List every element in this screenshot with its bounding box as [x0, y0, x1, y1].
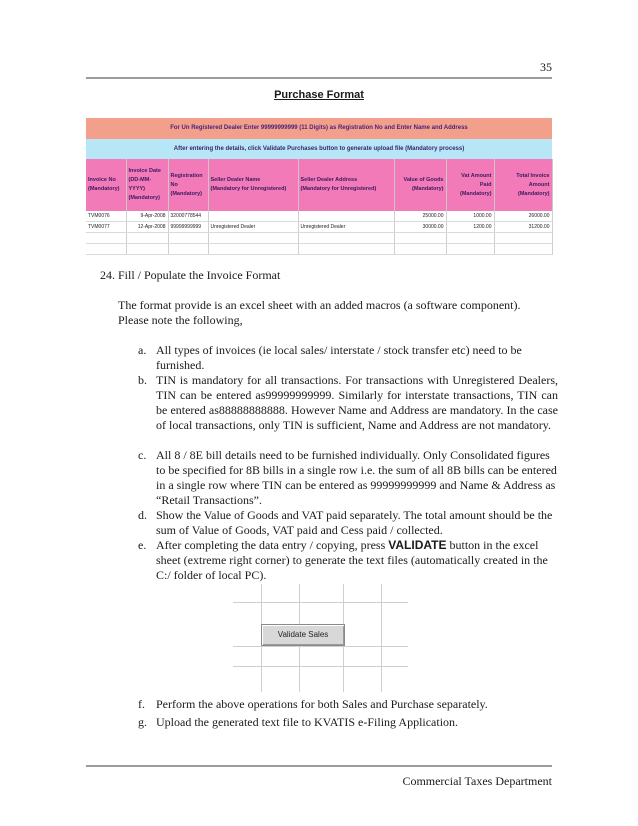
list-item-text: After completing the data entry / copying, press VALIDATE button in the excel sheet (extreme right corner) to generate the text files (automatically created in the C:/ folder of local PC).	[156, 538, 548, 582]
list-item	[138, 697, 558, 712]
table-cell: Unregistered Dealer	[298, 222, 394, 233]
col-header: Seller Dealer Name (Mandatory for Unregistered)	[208, 159, 298, 211]
table-cell: 30000.00	[394, 222, 446, 233]
page-title	[0, 89, 638, 101]
table-cell: 32000778544	[168, 211, 208, 222]
table-row	[86, 211, 552, 222]
table-row	[86, 244, 552, 255]
list-item-text: TIN is mandatory for all transactions. For transactions with Unregistered Dealers, TIN can be entered as99999999999. Similarly for interstate transactions, TIN can be entered as88888888888. However Name and Address are mandatory. In the case of local transactions, only TIN is sufficient, Name and Address are not mandatory.	[156, 373, 558, 432]
col-header: Total Invoice Amount (Mandatory)	[494, 159, 552, 211]
table-row	[86, 233, 552, 244]
validate-button-screenshot	[233, 584, 408, 692]
col-header: Seller Dealer Address (Mandatory for Unregistered)	[298, 159, 394, 211]
table-cell: 31200.00	[494, 222, 552, 233]
list-item-label: d.	[138, 508, 147, 522]
list-item-text: Upload the generated text file to KVATIS e-Filing Application.	[156, 715, 459, 729]
invoice-table	[86, 159, 553, 255]
intro-line: Please note the following,	[118, 313, 243, 327]
validate-sales-button[interactable]: Validate Sales	[261, 624, 345, 646]
table-cell: TVM0077	[86, 222, 126, 233]
list-item	[138, 373, 558, 448]
list-item-label: f.	[138, 697, 145, 711]
table-cell: 99999999999	[168, 222, 208, 233]
footer-text: Commercial Taxes Department	[402, 774, 552, 788]
table-header-row	[86, 159, 552, 211]
list-item-label: c.	[138, 448, 147, 462]
col-header: Invoice No (Mandatory)	[86, 159, 126, 211]
list-item-label: b.	[138, 373, 147, 387]
intro-line: The format provide is an excel sheet with an added macros (a software component).	[118, 298, 521, 312]
list-item-label: a.	[138, 343, 147, 357]
table-cell: 26000.00	[494, 211, 552, 222]
table-cell: 12-Apr-2008	[126, 222, 168, 233]
sheet-banner-validate: After entering the details, click Validate Purchases button to generate upload file (Mandatory process)	[86, 139, 552, 159]
table-cell: 25000.00	[394, 211, 446, 222]
table-cell: TVM0076	[86, 211, 126, 222]
table-cell	[298, 211, 394, 222]
validate-keyword: VALIDATE	[388, 538, 447, 552]
table-cell	[208, 211, 298, 222]
table-cell: 1200.00	[446, 222, 494, 233]
section-heading: 24. Fill / Populate the Invoice Format	[100, 268, 281, 282]
purchase-format-spreadsheet	[86, 118, 552, 255]
list-item-text: All 8 / 8E bill details need to be furnished individually. Only Consolidated figures to be specified for 8B bills in a single row i.e. the sum of all 8B bills can be entered in a single row where TIN can be entered as 99999999999 and Name & Address as “Retail Transactions”.	[156, 448, 557, 507]
header-rule	[86, 77, 552, 79]
table-row	[86, 222, 552, 233]
list-item	[138, 715, 558, 730]
page-title-text: Purchase Format	[274, 89, 364, 101]
list-item-text: All types of invoices (ie local sales/ interstate / stock transfer etc) need to be furnished.	[156, 343, 522, 372]
col-header: Value of Goods (Mandatory)	[394, 159, 446, 211]
list-item-text: Show the Value of Goods and VAT paid separately. The total amount should be the sum of Value of Goods, VAT paid and Cess paid / collected.	[156, 508, 553, 537]
footer-rule	[86, 765, 552, 767]
table-cell: 1000.00	[446, 211, 494, 222]
list-item-label: g.	[138, 715, 147, 729]
col-header: Vat Amount Paid (Mandatory)	[446, 159, 494, 211]
sheet-banner-unregistered: For Un Registered Dealer Enter 99999999999 (11 Digits) as Registration No and Enter Name and Address	[86, 118, 552, 139]
page-number: 35	[540, 60, 552, 74]
col-header: Registration No (Mandatory)	[168, 159, 208, 211]
table-cell: Unregistered Dealer	[208, 222, 298, 233]
list-item-text: Perform the above operations for both Sales and Purchase separately.	[156, 697, 488, 711]
col-header: Invoice Date (DD-MM-YYYY) (Mandatory)	[126, 159, 168, 211]
list-item-label: e.	[138, 538, 147, 552]
table-cell: 9-Apr-2008	[126, 211, 168, 222]
